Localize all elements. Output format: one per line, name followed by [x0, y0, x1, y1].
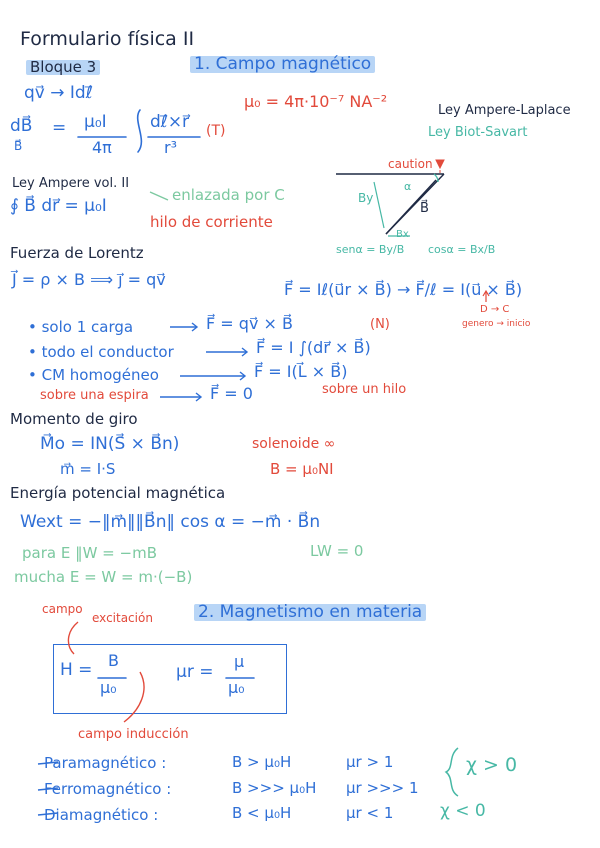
section-heading-2: 2. Magnetismo en materia: [194, 604, 426, 621]
h-formula-num: B: [108, 651, 119, 670]
momento-formula: M⃗o = IN(S⃗ × B⃗n): [40, 434, 180, 454]
by-label: By: [358, 191, 374, 205]
db-frac-den: 4π: [92, 138, 112, 157]
ampere-formula: ∮ B⃗ dr⃗ = μ₀I: [10, 196, 107, 216]
ley-ampere-laplace: Ley Ampere-Laplace: [438, 103, 571, 118]
h-formula-den: μ₀: [100, 678, 117, 697]
on-wire-note: sobre un hilo: [322, 382, 407, 397]
m-formula: m⃗ = I·S: [60, 460, 116, 478]
mur-formula-lhs: μr =: [176, 662, 214, 682]
page-title: Formulario física II: [20, 28, 195, 50]
material-relation: B >>> μ₀H: [232, 779, 317, 797]
lorentz-item-label: • CM homogéneo: [28, 366, 159, 384]
lorentz-sub-note-2: genero → inicio: [462, 319, 531, 329]
energia-mucha: mucha E = W = m·(−B): [14, 568, 193, 586]
db-units: (T): [206, 123, 226, 139]
lorentz-force-formula: F⃗ = Iℓ(u⃗r × B⃗) → F⃗/ℓ = I(u⃗ × B⃗): [284, 280, 523, 299]
vector-triangle: [336, 174, 444, 234]
ley-biot-savart: Ley Biot-Savart: [428, 125, 528, 140]
material-name: Ferromagnético :: [44, 780, 172, 798]
mur-formula-num: μ: [234, 652, 245, 671]
db-equals: =: [52, 118, 67, 138]
material-bullets: [38, 762, 58, 815]
section-heading-1: 1. Campo magnético: [190, 56, 375, 73]
lorentz-item-formula: F⃗ = I(L⃗ × B⃗): [254, 362, 348, 381]
db-int-num: dℓ⃗×r⃗: [150, 112, 190, 132]
caution-label: caution: [388, 157, 433, 171]
ampere-note-1: enlazada por C: [172, 186, 285, 204]
bx-label: Bx: [396, 229, 409, 240]
cos-relation: cosα = Bx/B: [428, 243, 496, 256]
material-name: Paramagnético :: [44, 754, 167, 772]
ampere-title: Ley Ampere vol. II: [12, 176, 130, 191]
lorentz-title: Fuerza de Lorentz: [10, 244, 144, 262]
db-int-den: r³: [164, 138, 177, 157]
lorentz-item-formula: F⃗ = 0: [210, 384, 253, 403]
ampere-arrow: [150, 192, 168, 200]
excitacion-arrow: [68, 622, 78, 654]
momento-note: solenoide ∞: [252, 436, 336, 452]
mu0-constant: μ₀ = 4π·10⁻⁷ NA⁻²: [244, 92, 388, 111]
qv-idl-relation: qv⃗ → Idℓ⃗: [24, 83, 93, 103]
db-lhs-sub: B⃗: [14, 139, 23, 153]
material-mu: μr < 1: [346, 804, 394, 822]
db-frac-num: μ₀I: [84, 112, 107, 132]
ampere-note-2: hilo de corriente: [150, 213, 273, 231]
db-lhs: dB⃗: [10, 116, 33, 136]
lorentz-formula: J⃗ = ρ × B ⟹ j⃗ = qv⃗: [12, 270, 166, 289]
energia-para: para E ‖W = −mB: [22, 544, 157, 562]
b-solenoid-formula: B = μ₀NI: [270, 460, 334, 478]
mur-formula-den: μ₀: [228, 678, 245, 697]
lorentz-units: (N): [370, 317, 390, 332]
material-mu: μr > 1: [346, 753, 394, 771]
caution-icon: [436, 160, 444, 173]
lorentz-item-formula: F⃗ = I ∫(dr⃗ × B⃗): [256, 338, 371, 357]
lorentz-item-label: sobre una espira: [40, 388, 149, 403]
energia-title: Energía potencial magnética: [10, 484, 226, 502]
campo-excitacion-1: campo: [42, 602, 83, 616]
lorentz-arrows: [160, 323, 247, 401]
energia-formula: Wext = −‖m⃗‖‖B⃗n‖ cos α = −m⃗ · B⃗n: [20, 512, 321, 532]
campo-induccion: campo inducción: [78, 727, 189, 742]
lorentz-sub-note: D → C: [480, 304, 510, 315]
h-formula-lhs: H =: [60, 660, 93, 680]
material-relation: B > μ₀H: [232, 753, 292, 771]
block-label: Bloque 3: [26, 60, 100, 75]
b-vector-label: B⃗: [420, 201, 429, 216]
material-mu: μr >>> 1: [346, 779, 419, 797]
chi-positive: χ > 0: [466, 754, 518, 776]
integral-sign: [138, 110, 142, 152]
material-name: Diamagnético :: [44, 806, 159, 824]
induccion-arrow: [124, 672, 144, 722]
energia-lw0: LW = 0: [310, 542, 364, 560]
chi-negative: χ < 0: [440, 801, 486, 821]
material-relation: B < μ₀H: [232, 804, 292, 822]
lorentz-item-label: • todo el conductor: [28, 343, 174, 361]
lorentz-sub-arrow: [483, 291, 489, 302]
momento-title: Momento de giro: [10, 410, 138, 428]
campo-excitacion-2: excitación: [92, 611, 153, 625]
sin-relation: senα = By/B: [336, 243, 405, 256]
brace: [446, 748, 458, 796]
angle-label: α: [404, 180, 412, 193]
lorentz-item-formula: F⃗ = qv⃗ × B⃗: [206, 314, 293, 333]
lorentz-item-label: • solo 1 carga: [28, 318, 134, 336]
